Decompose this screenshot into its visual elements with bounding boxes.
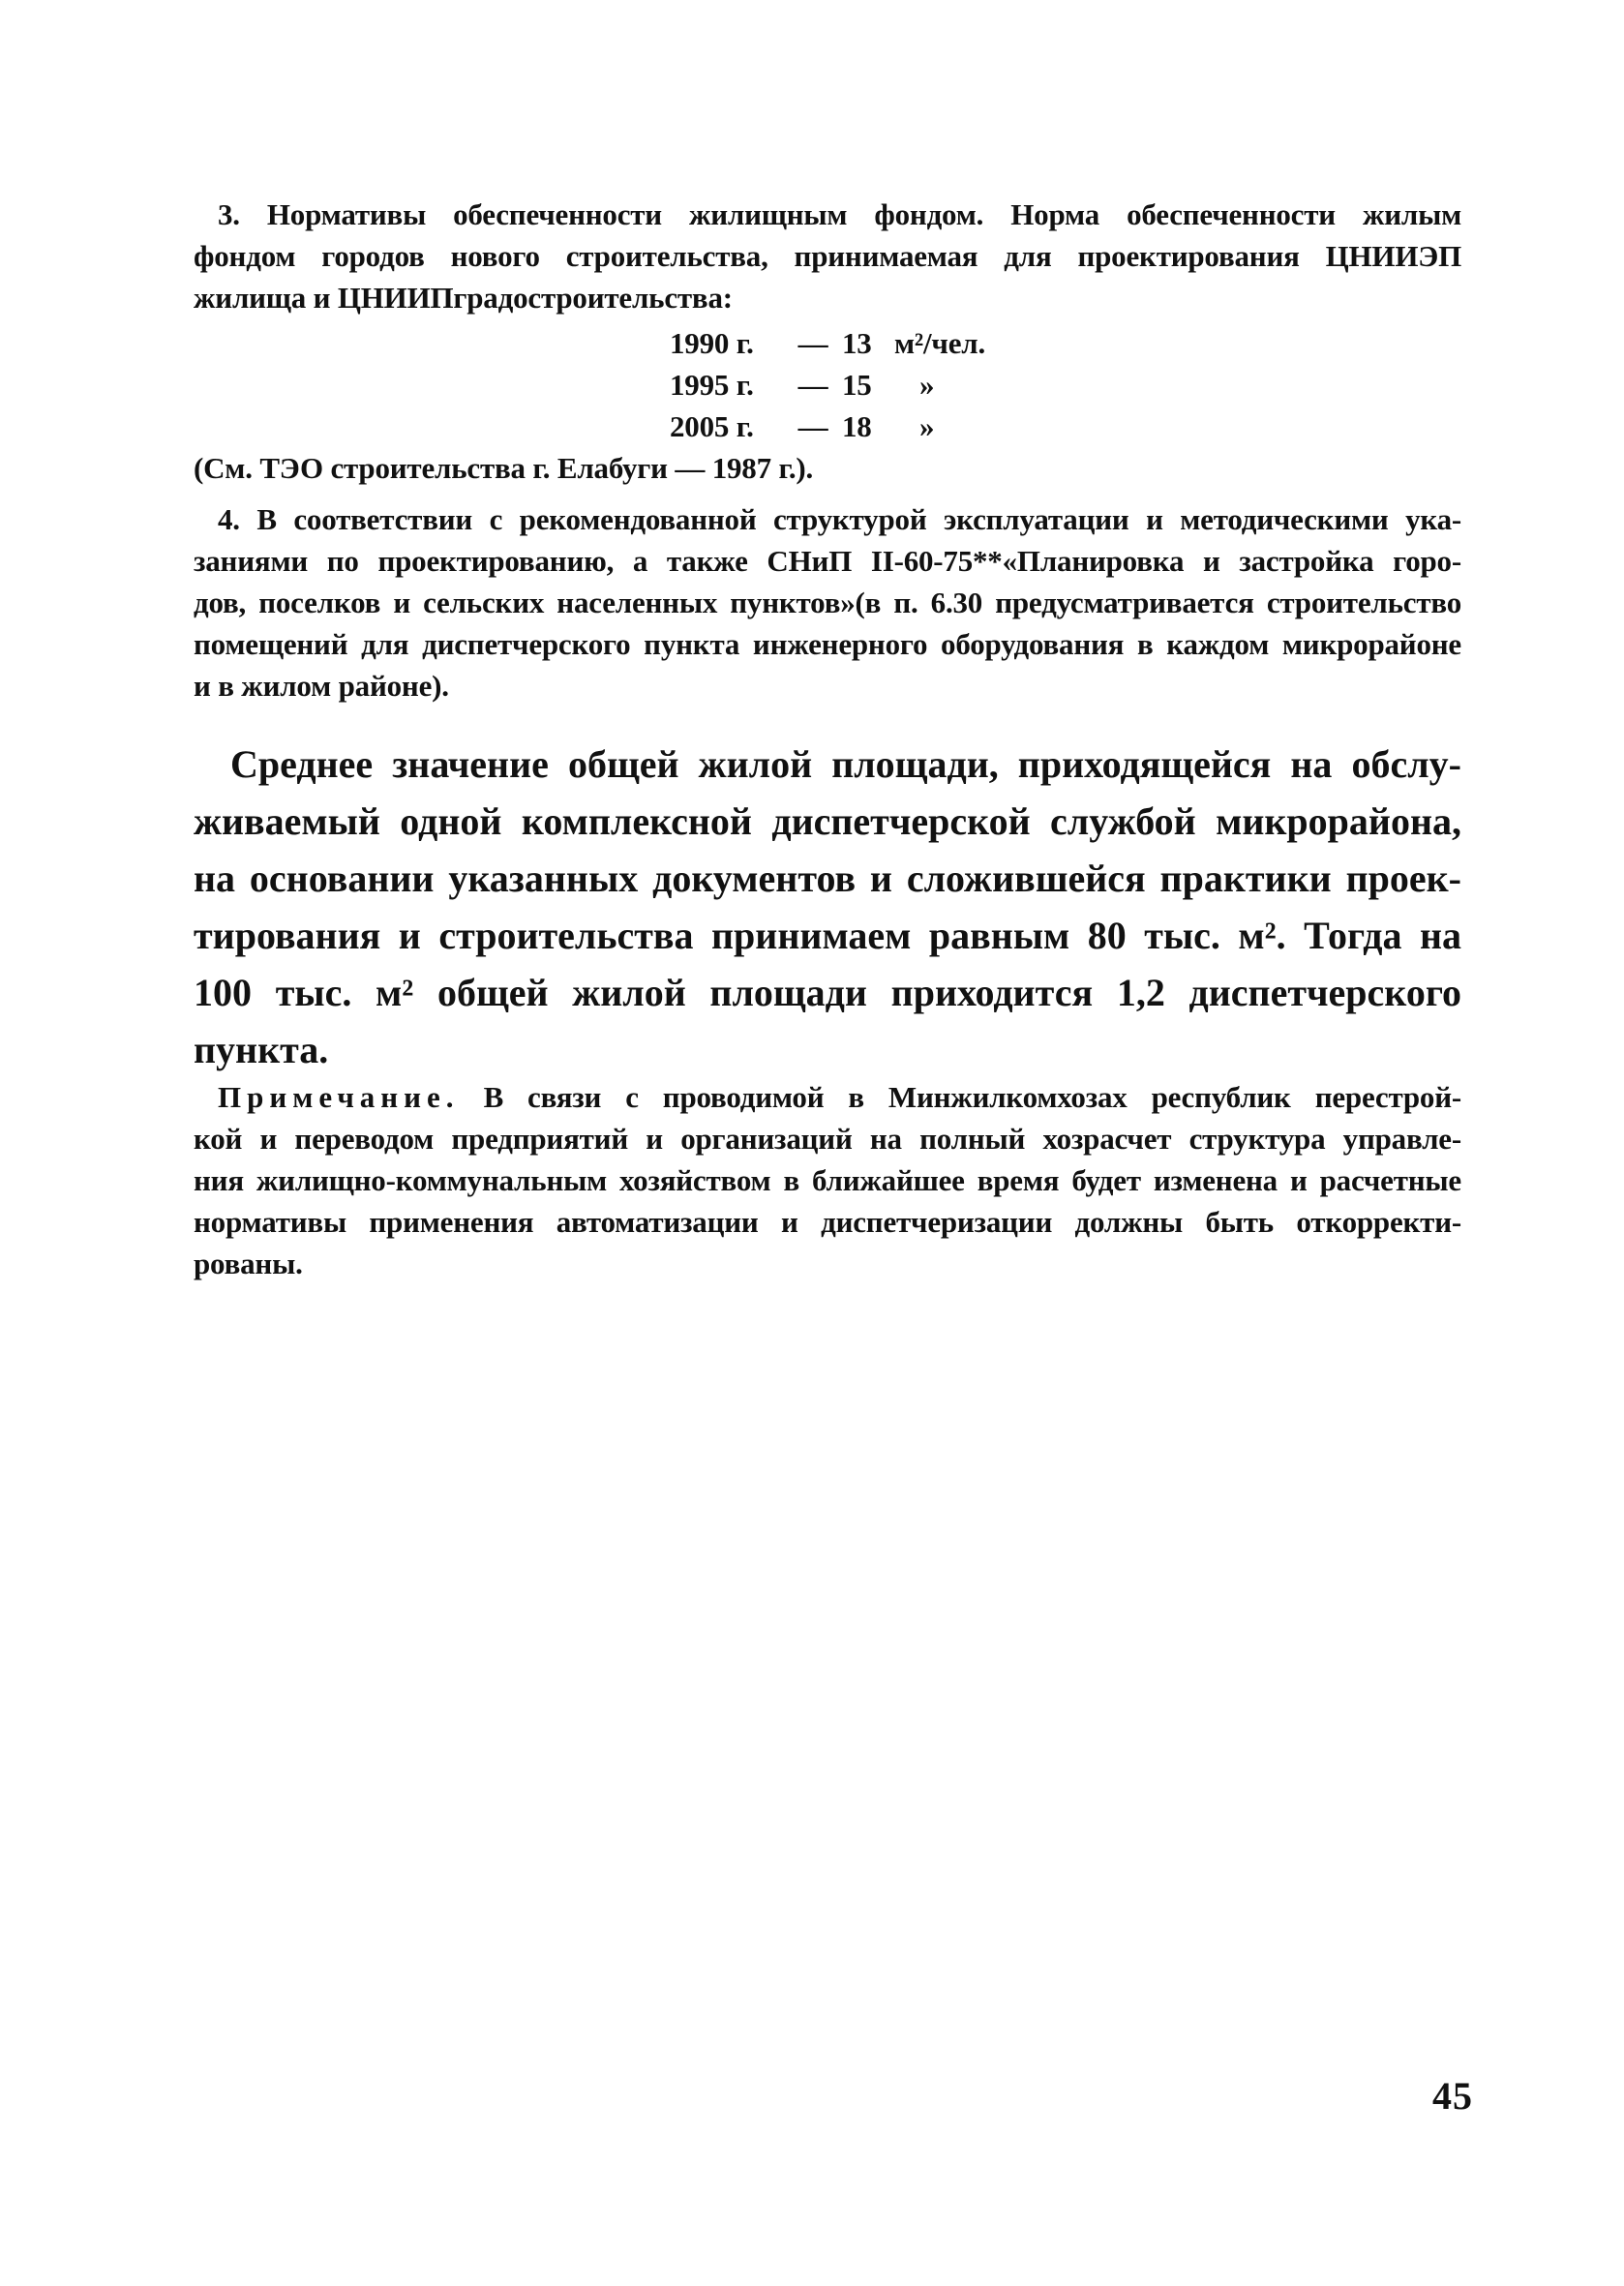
section-3-line-1: 3. Нормативы обеспеченности жилищным фондом. Норма обеспеченности жилым — [218, 197, 1461, 231]
main-paragraph-line-1: Среднее значение общей жилой площади, приходящейся на обслу- — [230, 742, 1461, 786]
source-note-text: (См. ТЭО строительства г. Елабуги — 1987 г.). — [194, 451, 814, 485]
main-paragraph — [194, 736, 1461, 1078]
norm-dash: — — [797, 368, 828, 402]
norm-unit: » — [919, 409, 935, 443]
section-3-line-3: жилища и ЦНИИПградостроительства: — [194, 281, 733, 315]
norm-year: 2005 г. — [670, 409, 754, 443]
norm-value: 13 — [842, 326, 872, 360]
main-paragraph-line-5: 100 тыс. м² общей жилой площади приходится 1,2 диспетчерского — [194, 971, 1461, 1014]
norm-year: 1990 г. — [670, 326, 754, 360]
norms-list — [670, 322, 1018, 447]
norm-value: 18 — [842, 409, 872, 443]
section-4-line-2: заниями по проектированию, а также СНиП II-60-75**«Планировка и застройка горо- — [194, 544, 1461, 578]
section-4-line-3: дов, поселков и сельских населенных пунктов»(в п. 6.30 предусматривается строительство — [194, 586, 1461, 619]
norm-dash: — — [797, 326, 828, 360]
note-label: Примечание. — [218, 1080, 460, 1114]
norm-year: 1995 г. — [670, 368, 754, 402]
main-paragraph-line-6: пункта. — [194, 1028, 329, 1071]
note-line-3: ния жилищно-коммунальным хозяйством в ближайшее время будет изменена и расчетные — [194, 1163, 1461, 1197]
section-4 — [194, 498, 1461, 707]
note-line-5: рованы. — [194, 1247, 303, 1280]
note-line-4: нормативы применения автоматизации и диспетчеризации должны быть откорректи- — [194, 1205, 1461, 1239]
main-paragraph-line-4: тирования и строительства принимаем равным 80 тыс. м². Тогда на — [194, 914, 1461, 957]
norm-unit: » — [919, 368, 935, 402]
section-3 — [194, 194, 1461, 318]
note-line-1-text: В связи с проводимой в Минжилкомхозах республик перестрой- — [483, 1080, 1461, 1114]
note-line-1 — [194, 1076, 1461, 1118]
norm-value: 15 — [842, 368, 872, 402]
section-4-line-1: 4. В соответствии с рекомендованной структурой эксплуатации и методическими ука- — [218, 502, 1461, 536]
norm-row — [670, 406, 1018, 447]
norm-row — [670, 364, 1018, 406]
source-note — [194, 447, 1065, 489]
norm-unit: м²/чел. — [894, 326, 986, 360]
note — [194, 1076, 1461, 1284]
note-line-2: кой и переводом предприятий и организаций на полный хозрасчет структура управле- — [194, 1122, 1461, 1156]
main-paragraph-line-3: на основании указанных документов и сложившейся практики проек- — [194, 857, 1461, 900]
page-number: 45 — [1432, 2074, 1473, 2118]
norm-row — [670, 322, 1018, 364]
section-4-line-4: помещений для диспетчерского пункта инженерного оборудования в каждом микрорайоне — [194, 627, 1461, 661]
main-paragraph-line-2: живаемый одной комплексной диспетчерской службой микрорайона, — [194, 799, 1461, 843]
norm-dash: — — [797, 409, 828, 443]
section-3-line-2: фондом городов нового строительства, принимаемая для проектирования ЦНИИЭП — [194, 239, 1461, 273]
section-4-line-5: и в жилом районе). — [194, 669, 449, 703]
